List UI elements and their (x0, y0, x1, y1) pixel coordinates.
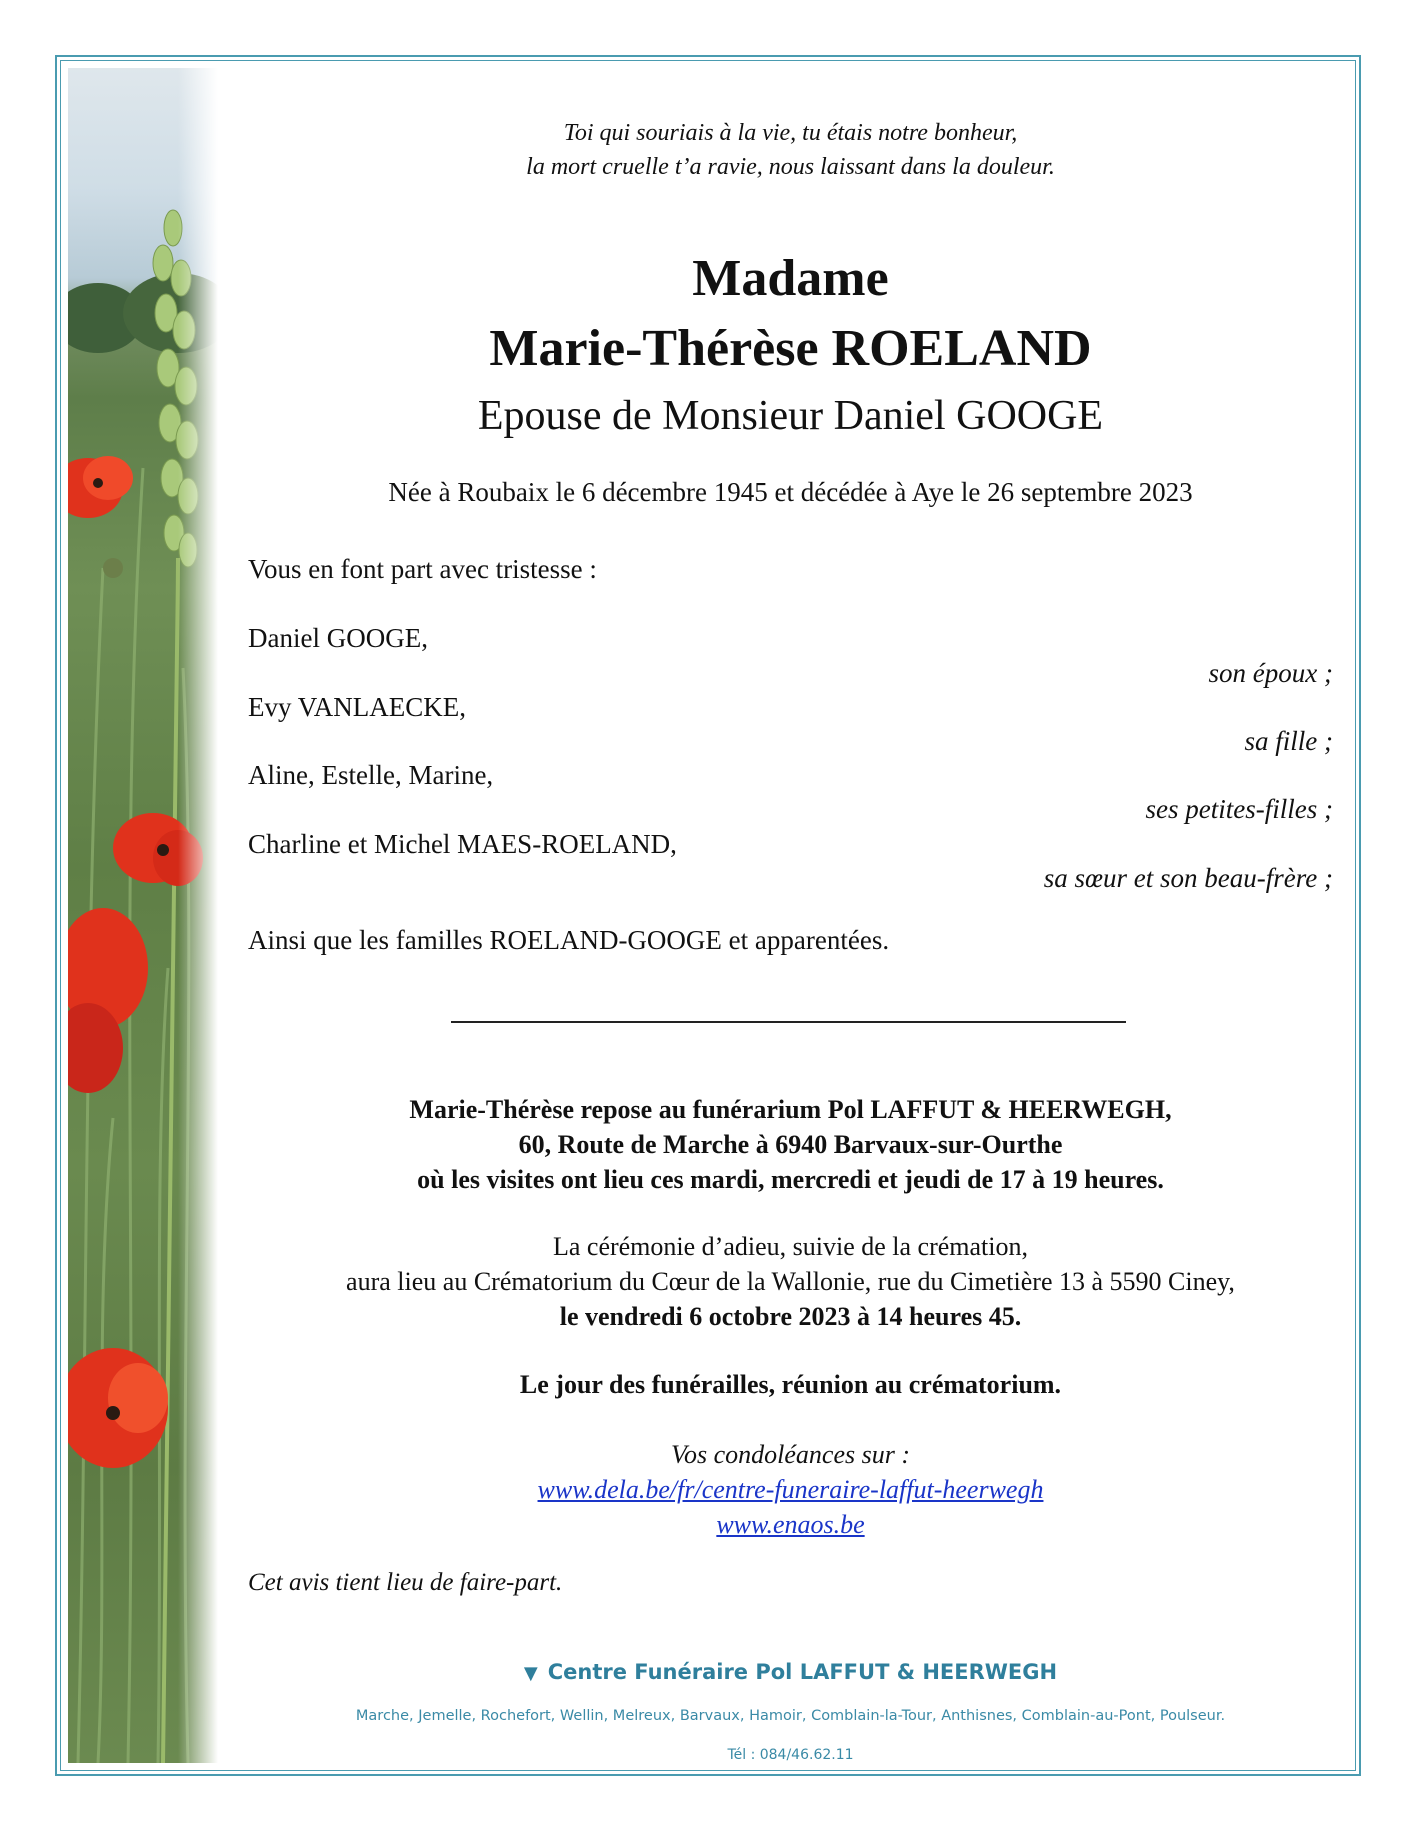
visitation-line-2: 60, Route de Marche à 6940 Barvaux-sur-Ourthe (518, 1130, 1063, 1159)
spouse-line: Epouse de Monsieur Daniel GOOGE (477, 393, 1104, 439)
ceremony-info (248, 1229, 1333, 1334)
poem-line-1: Toi qui souriais à la vie, tu étais notre bonheur, (563, 120, 1018, 146)
ceremony-line-2: aura lieu au Crématorium du Cœur de la Wallonie, rue du Cimetière 13 à 5590 Ciney, (346, 1267, 1235, 1296)
deceased-name: Marie-Thérèse ROELAND (489, 320, 1092, 377)
family-member-name: Aline, Estelle, Marine, (248, 760, 494, 790)
family-member-relation: son époux ; (1208, 658, 1333, 688)
condolences (248, 1437, 1333, 1542)
family-member-relation: sa sœur et son beau-frère ; (1043, 863, 1333, 893)
death-notice (248, 0, 1333, 1833)
announcement-intro: Vous en font part avec tristesse : (248, 554, 597, 584)
family-member-name: Evy VANLAECKE, (248, 692, 467, 722)
poem-line-2: la mort cruelle t’a ravie, nous laissant dans la douleur. (526, 154, 1055, 180)
triangle-down-icon: ▼ (523, 1663, 538, 1684)
poem (248, 116, 1333, 184)
family-member-relation: sa fille ; (1244, 726, 1333, 756)
funeral-home-towns: Marche, Jemelle, Rochefort, Wellin, Melreux, Barvaux, Hamoir, Comblain-la-Tour, Anthisnes, Comblain-au-Pont, Poulseur. (355, 1708, 1226, 1724)
family-member-name: Daniel GOOGE, (248, 623, 428, 653)
condolences-label: Vos condoléances sur : (670, 1440, 910, 1469)
visitation-line-1: Marie-Thérèse repose au funérarium Pol LAFFUT & HEERWEGH, (409, 1095, 1172, 1124)
birth-death-line: Née à Roubaix le 6 décembre 1945 et décédée à Aye le 26 septembre 2023 (388, 477, 1193, 507)
ceremony-date: le vendredi 6 octobre 2023 à 14 heures 45. (559, 1302, 1022, 1331)
funeral-home-label: Centre Funéraire Pol LAFFUT & HEERWEGH (547, 1660, 1058, 1684)
other-families: Ainsi que les familles ROELAND-GOOGE et apparentées. (248, 925, 890, 955)
visitation-line-3: où les visites ont lieu ces mardi, mercredi et jeudi de 17 à 19 heures. (417, 1165, 1164, 1194)
condolences-link-enaos[interactable]: www.enaos.be (716, 1510, 865, 1539)
deceased-title: Madame (692, 250, 889, 307)
condolences-link-dela[interactable]: www.dela.be/fr/centre-funeraire-laffut-heerwegh (537, 1475, 1044, 1504)
separator-line (451, 1021, 1126, 1023)
image-fade (178, 68, 218, 1763)
funeral-home-name (248, 1660, 1333, 1684)
poppy-field-image (68, 68, 218, 1763)
funeral-day-info: Le jour des funérailles, réunion au crématorium. (519, 1370, 1062, 1399)
funeral-home-phone: Tél : 084/46.62.11 (727, 1747, 854, 1763)
notice-text: Cet avis tient lieu de faire-part. (248, 1569, 563, 1596)
family-member-relation: ses petites-filles ; (1145, 794, 1333, 824)
family-member-name: Charline et Michel MAES-ROELAND, (248, 829, 677, 859)
visitation-info (248, 1092, 1333, 1197)
ceremony-line-1: La cérémonie d’adieu, suivie de la crémation, (552, 1232, 1028, 1261)
